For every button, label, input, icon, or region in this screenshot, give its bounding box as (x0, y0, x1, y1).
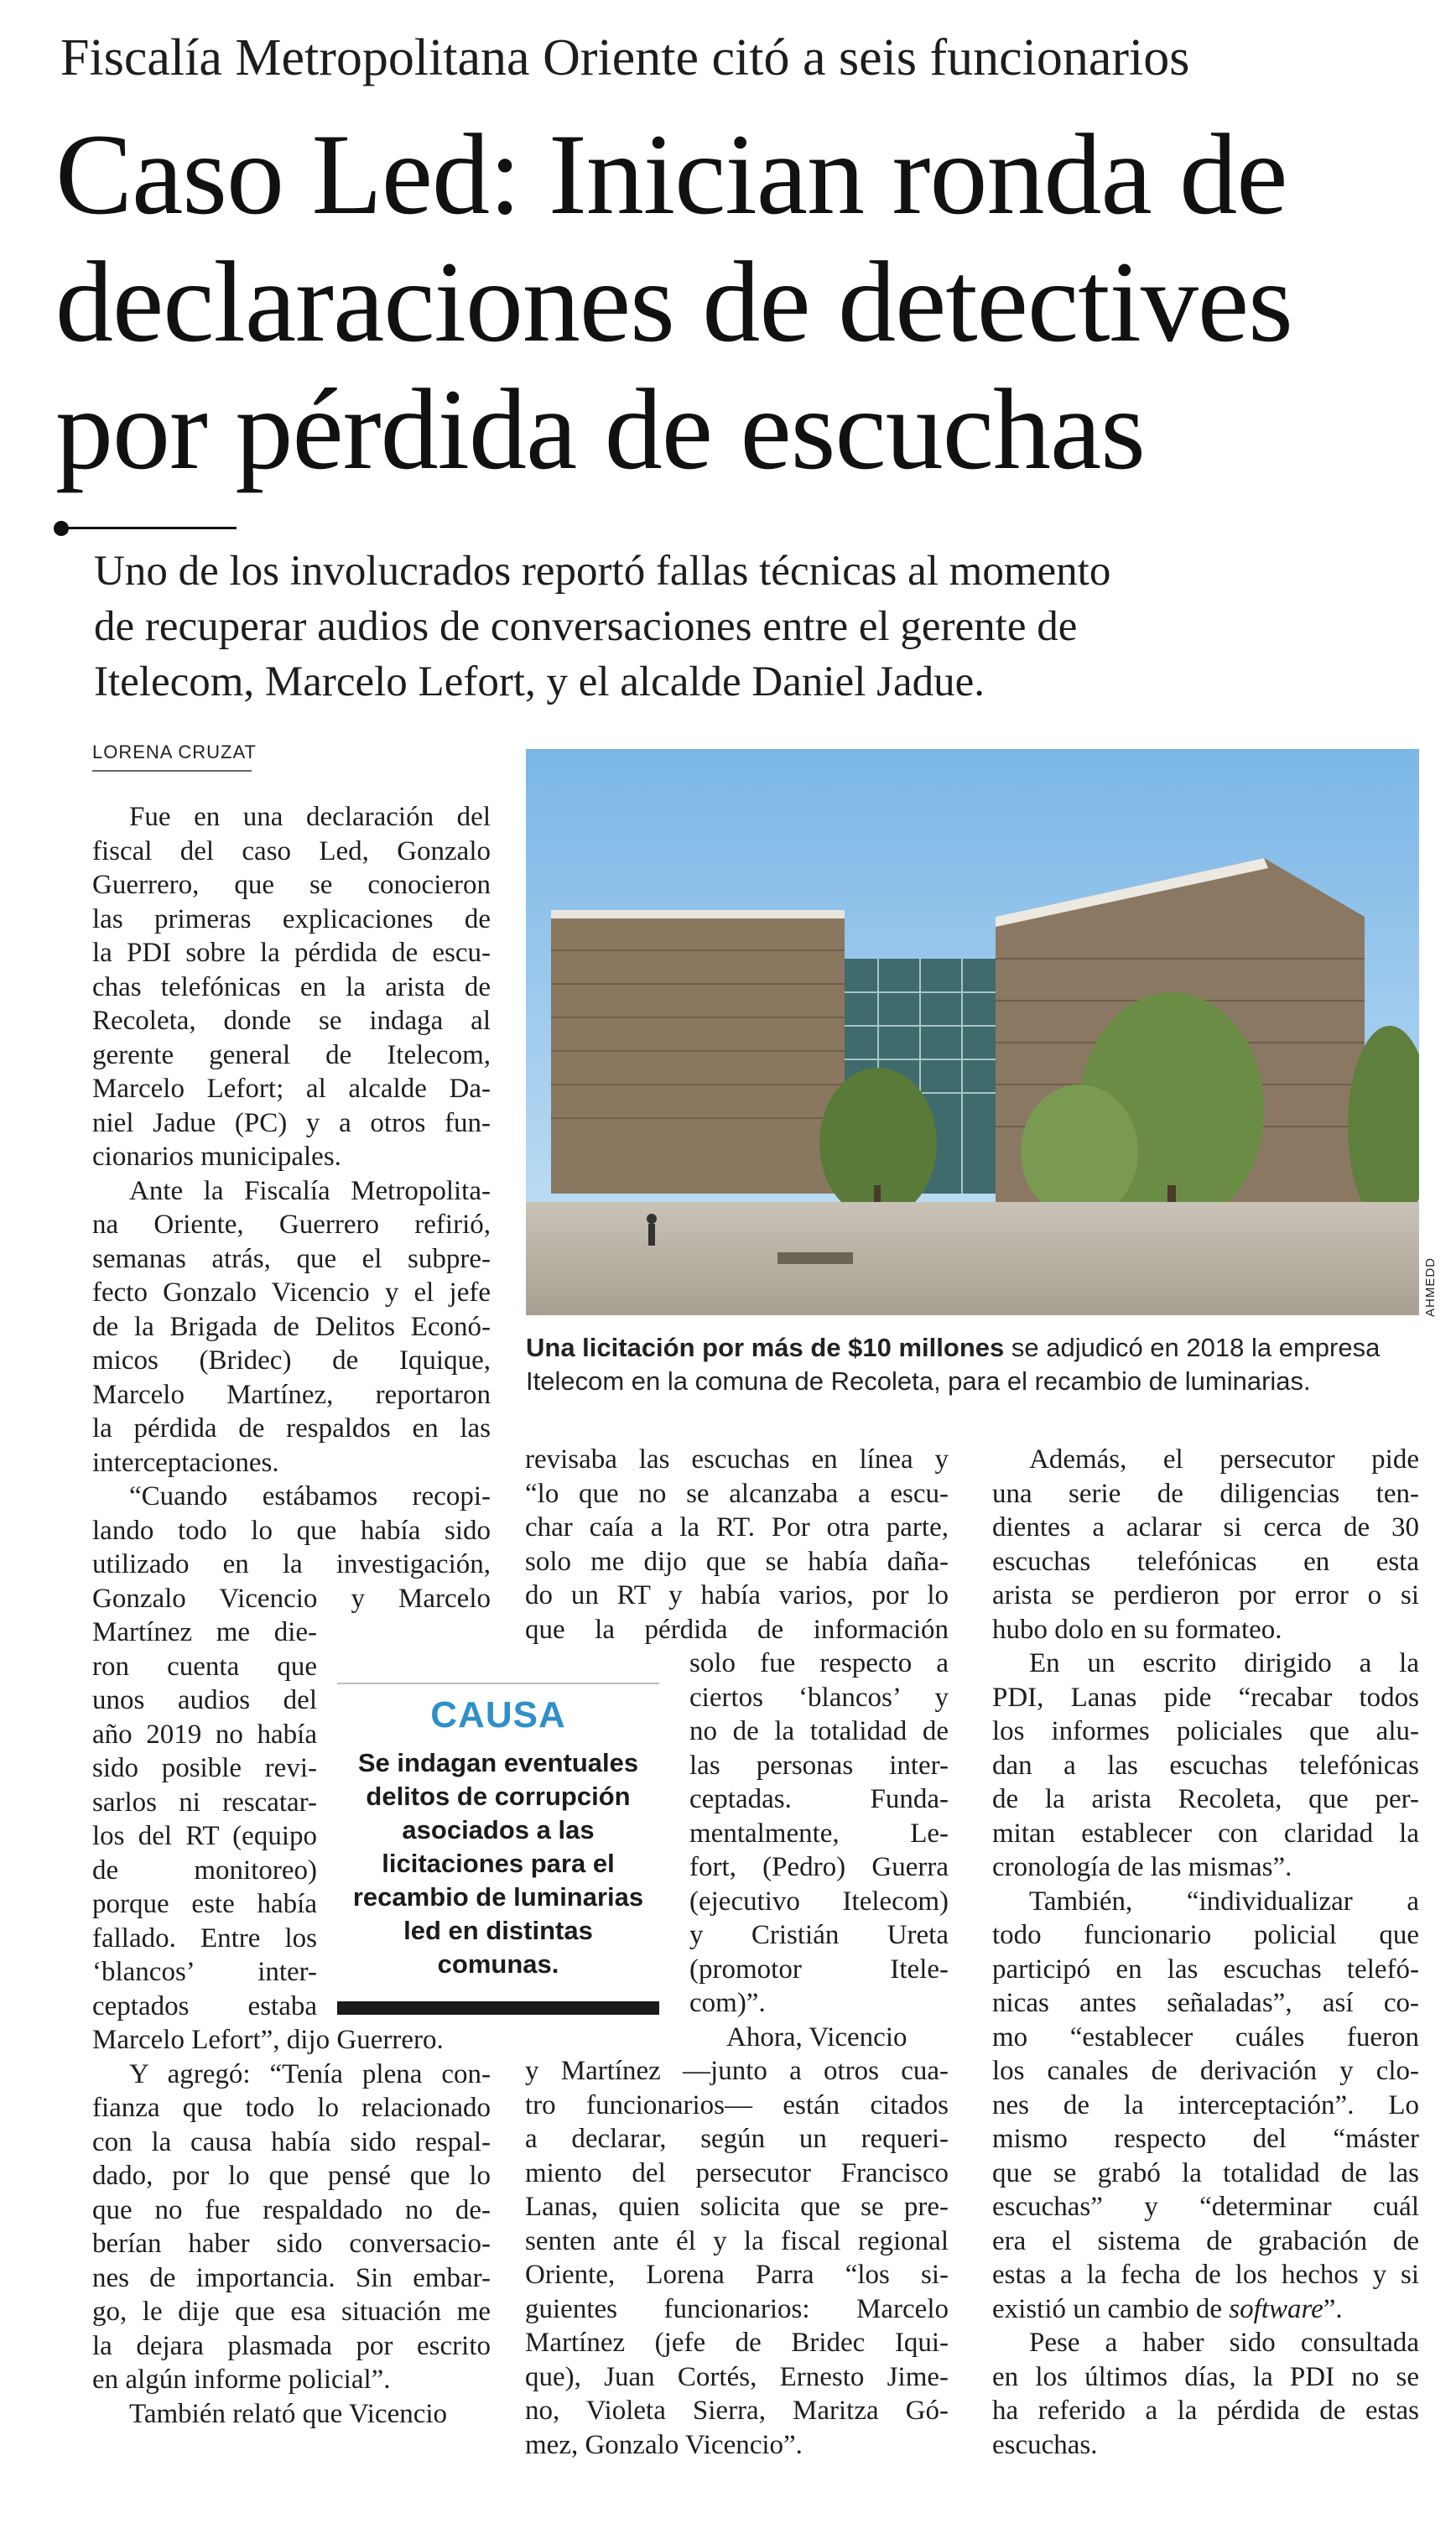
text-line: todo funcionario policial que (992, 1920, 1419, 1950)
sidebar-bottom-bar (337, 2001, 659, 2015)
column-3 (992, 1443, 1419, 2462)
text-line: guientes funcionarios: Marcelo (525, 2293, 949, 2324)
text-line: la dejara plasmada por escrito (92, 2330, 491, 2361)
text-line: porque este había (92, 1889, 317, 1919)
text-line: Gonzalo Vicencio y Marcelo (92, 1583, 491, 1614)
text-line: fecto Gonzalo Vicencio y el jefe (92, 1277, 491, 1308)
text-line: ceptados estaba (92, 1990, 317, 2021)
text-line: que), Juan Cortés, Ernesto Jime- (525, 2361, 949, 2392)
text-line: com)”. (689, 1988, 766, 2018)
photo-caption (526, 1331, 1419, 1398)
text-line: mismo respecto del “máster (992, 2124, 1419, 2154)
text-line: revisaba las escuchas en línea y (525, 1444, 949, 1475)
text-line: go, le dije que esa situación me (92, 2297, 491, 2327)
sidebar-text (337, 1746, 659, 1981)
text-line: que se grabó la totalidad de las (992, 2157, 1419, 2188)
text-line: dan a las escuchas telefónicas (992, 1750, 1419, 1781)
text-line: char caía a la RT. Por otra parte, (525, 1512, 949, 1543)
text-line: escuchas telefónicas en esta (992, 1546, 1419, 1577)
text-line: Oriente, Lorena Parra “los si- (525, 2260, 949, 2290)
byline-rule (92, 770, 252, 772)
deck-rule (64, 527, 237, 529)
text-line: mentalmente, Le- (689, 1818, 949, 1849)
text-line: nes de importancia. Sin embar- (92, 2262, 491, 2293)
sidebar-line: delitos de corrupción (366, 1782, 631, 1811)
caption-bold: Una licitación por más de $10 millones (526, 1333, 1005, 1362)
text-line: lando todo lo que había sido (92, 1515, 491, 1546)
text-line: berían haber sido conversacio- (92, 2229, 491, 2259)
text-line: Recoleta, donde se indaga al (92, 1006, 491, 1036)
byline: LORENA CRUZAT (92, 741, 257, 762)
headline-line: declaraciones de detectives (55, 237, 1292, 366)
text-line: ciertos ‘blancos’ y (689, 1682, 949, 1713)
text-line: dientes a aclarar si cerca de 30 (992, 1512, 1419, 1543)
text-line: nes de la interceptación”. Lo (992, 2089, 1419, 2120)
text-line: Ante la Fiscalía Metropolita- (129, 1175, 491, 1206)
text-line: ‘blancos’ inter- (92, 1957, 317, 1987)
building-photo-illustration (526, 749, 1419, 1315)
text-line: que no fue respaldado no de- (92, 2194, 491, 2225)
text-line: unos audios del (92, 1685, 317, 1715)
text-line: utilizado en la investigación, (92, 1549, 491, 1579)
text-line: fallado. Entre los (92, 1922, 317, 1954)
text-line: Guerrero, que se conocieron (92, 870, 491, 900)
text-line: senten ante él y la fiscal regional (525, 2225, 949, 2256)
sidebar-title: CAUSA (430, 1694, 566, 1735)
text-line: de la Brigada de Delitos Econó- (92, 1311, 491, 1342)
text-line: Lanas, quien solicita que se pre- (525, 2192, 949, 2222)
text-line: era el sistema de grabación de (992, 2225, 1419, 2256)
text-line: hubo dolo en su formateo. (992, 1614, 1282, 1645)
sidebar-top-rule (337, 1683, 659, 1684)
text-line: participó en las escuchas telefó- (992, 1954, 1419, 1985)
text-line: interceptaciones. (92, 1447, 279, 1478)
headline (55, 111, 1414, 493)
text-line: semanas atrás, que el subpre- (92, 1243, 491, 1274)
text-line: no de la totalidad de (689, 1716, 949, 1746)
text-line: no, Violeta Sierra, Maritza Gó- (525, 2396, 949, 2426)
text-span: ”. (1323, 2293, 1343, 2324)
text-line: con la causa había sido respal- (92, 2126, 491, 2157)
text-line: de la arista Recoleta, que per- (992, 1784, 1419, 1814)
text-line: sarlos ni rescatar- (92, 1787, 317, 1818)
text-line: en los últimos días, la PDI no se (992, 2361, 1419, 2392)
text-line: miento del persecutor Francisco (525, 2157, 949, 2188)
text-line: Marcelo Lefort”, dijo Guerrero. (92, 2025, 444, 2055)
text-line: (promotor Itele- (689, 1954, 949, 1985)
text-line: solo me dijo que se había daña- (525, 1546, 949, 1577)
text-line: Y agregó: “Tenía plena con- (129, 2058, 491, 2089)
text-span: existió un cambio de (992, 2293, 1230, 2324)
sidebar-line: asociados a las (402, 1815, 595, 1844)
text-line: na Oriente, Guerrero refirió, (92, 1210, 491, 1240)
text-line: de monitoreo) (92, 1855, 317, 1886)
text-line: año 2019 no había (92, 1719, 317, 1750)
text-line: Ahora, Vicencio (726, 2021, 907, 2053)
text-line: Pese a haber sido consultada (1029, 2328, 1419, 2358)
text-line: Martínez (jefe de Bridec Iqui- (525, 2328, 949, 2358)
text-line: la PDI sobre la pérdida de escu- (92, 938, 491, 968)
text-line: tro funcionarios— están citados (525, 2089, 949, 2120)
italic-word: software (1229, 2293, 1323, 2324)
sidebar-line: Se indagan eventuales (357, 1748, 639, 1777)
deck-line: Uno de los involucrados reportó fallas técnicas al momento (94, 548, 1111, 595)
text-line: (ejecutivo Itelecom) (689, 1886, 949, 1917)
deck-line: Itelecom, Marcelo Lefort, y el alcalde Daniel Jadue. (94, 658, 985, 705)
text-line: estas a la fecha de los hechos y si (992, 2260, 1419, 2290)
headline-line: Caso Led: Inician ronda de (55, 110, 1287, 238)
text-line: los canales de derivación y clo- (992, 2056, 1419, 2086)
text-line (992, 2292, 1419, 2327)
text-line: los del RT (equipo (92, 1821, 317, 1851)
text-line: fort, (Pedro) Guerra (689, 1852, 949, 1882)
sidebar-line: licitaciones para el (382, 1849, 615, 1878)
deck-line: de recuperar audios de conversaciones entre el gerente de (94, 603, 1078, 650)
text-line: mez, Gonzalo Vicencio”. (525, 2429, 803, 2460)
text-line: solo fue respecto a (689, 1648, 949, 1678)
text-line: la pérdida de respaldos en las (92, 1413, 491, 1444)
text-line: “Cuando estábamos recopi- (129, 1481, 491, 1511)
text-line: ron cuenta que (92, 1651, 317, 1682)
text-line: y Martínez —junto a otros cua- (525, 2056, 949, 2086)
caption-rest: se adjudicó en 2018 la empresa (1004, 1333, 1381, 1362)
text-line: “lo que no se alcanzaba a escu- (525, 1478, 949, 1509)
text-line: chas telefónicas en la arista de (92, 971, 491, 1002)
text-line: gerente general de Itelecom, (92, 1039, 491, 1070)
text-line: sido posible revi- (92, 1753, 317, 1783)
sidebar-line: comunas. (437, 1949, 559, 1979)
text-line: PDI, Lanas pide “recabar todos (992, 1682, 1419, 1713)
text-line: y Cristián Ureta (689, 1920, 949, 1950)
column-1 (92, 800, 491, 2431)
text-line: ha referido a la pérdida de estas (992, 2396, 1419, 2426)
text-line: niel Jadue (PC) y a otros fun- (92, 1107, 491, 1138)
deck (94, 544, 1419, 710)
kicker: Fiscalía Metropolitana Oriente citó a seis funcionarios (60, 29, 1190, 86)
text-line: arista se perdieron por error o si (992, 1580, 1419, 1610)
text-line: micos (Bridec) de Iquique, (92, 1345, 491, 1376)
text-line: En un escrito dirigido a la (1029, 1648, 1419, 1678)
text-line: También relató que Vicencio (129, 2398, 448, 2429)
text-line: fianza que todo lo relacionado (92, 2093, 491, 2123)
photo-credit: AHMEDD (1423, 1256, 1438, 1317)
building-photo (526, 749, 1419, 1315)
text-line: fiscal del caso Led, Gonzalo (92, 835, 491, 866)
text-line: los informes policiales que alu- (992, 1716, 1419, 1746)
text-line: Marcelo Martínez, reportaron (92, 1379, 491, 1410)
sidebar-line: led en distintas (403, 1916, 593, 1945)
text-line: nicas antes señaladas”, así co- (992, 1988, 1419, 2018)
text-line: en algún informe policial”. (92, 2365, 391, 2395)
caption-line: Itelecom en la comuna de Recoleta, para el recambio de luminarias. (526, 1366, 1311, 1396)
sidebar-line: recambio de luminarias (352, 1882, 644, 1912)
text-line: También, “individualizar a (1029, 1886, 1419, 1917)
text-line: las personas inter- (689, 1750, 949, 1781)
text-line: escuchas. (992, 2429, 1098, 2460)
text-line: las primeras explicaciones de (92, 903, 491, 934)
text-line: escuchas” y “determinar cuál (992, 2192, 1419, 2222)
text-line: Martínez me die- (92, 1617, 317, 1647)
text-line: a declarar, según un requeri- (525, 2124, 949, 2154)
text-line: Marcelo Lefort; al alcalde Da- (92, 1074, 491, 1104)
text-line: una serie de diligencias ten- (992, 1478, 1419, 1509)
text-line: dado, por lo que pensé que lo (92, 2161, 491, 2191)
text-line: Además, el persecutor pide (1029, 1444, 1419, 1475)
headline-line: por pérdida de escuchas (55, 365, 1145, 493)
text-line: cionarios municipales. (92, 1142, 341, 1172)
text-line: mo “establecer cuáles fueron (992, 2021, 1419, 2053)
text-line: do un RT y había varios, por lo (525, 1580, 949, 1610)
text-line: ceptadas. Funda- (689, 1784, 949, 1814)
text-line: mitan establecer con claridad la (992, 1818, 1419, 1849)
caption-line (526, 1331, 1419, 1365)
text-line: cronología de las mismas”. (992, 1852, 1292, 1882)
text-line: Fue en una declaración del (129, 802, 491, 832)
text-line: que la pérdida de información (525, 1614, 949, 1645)
